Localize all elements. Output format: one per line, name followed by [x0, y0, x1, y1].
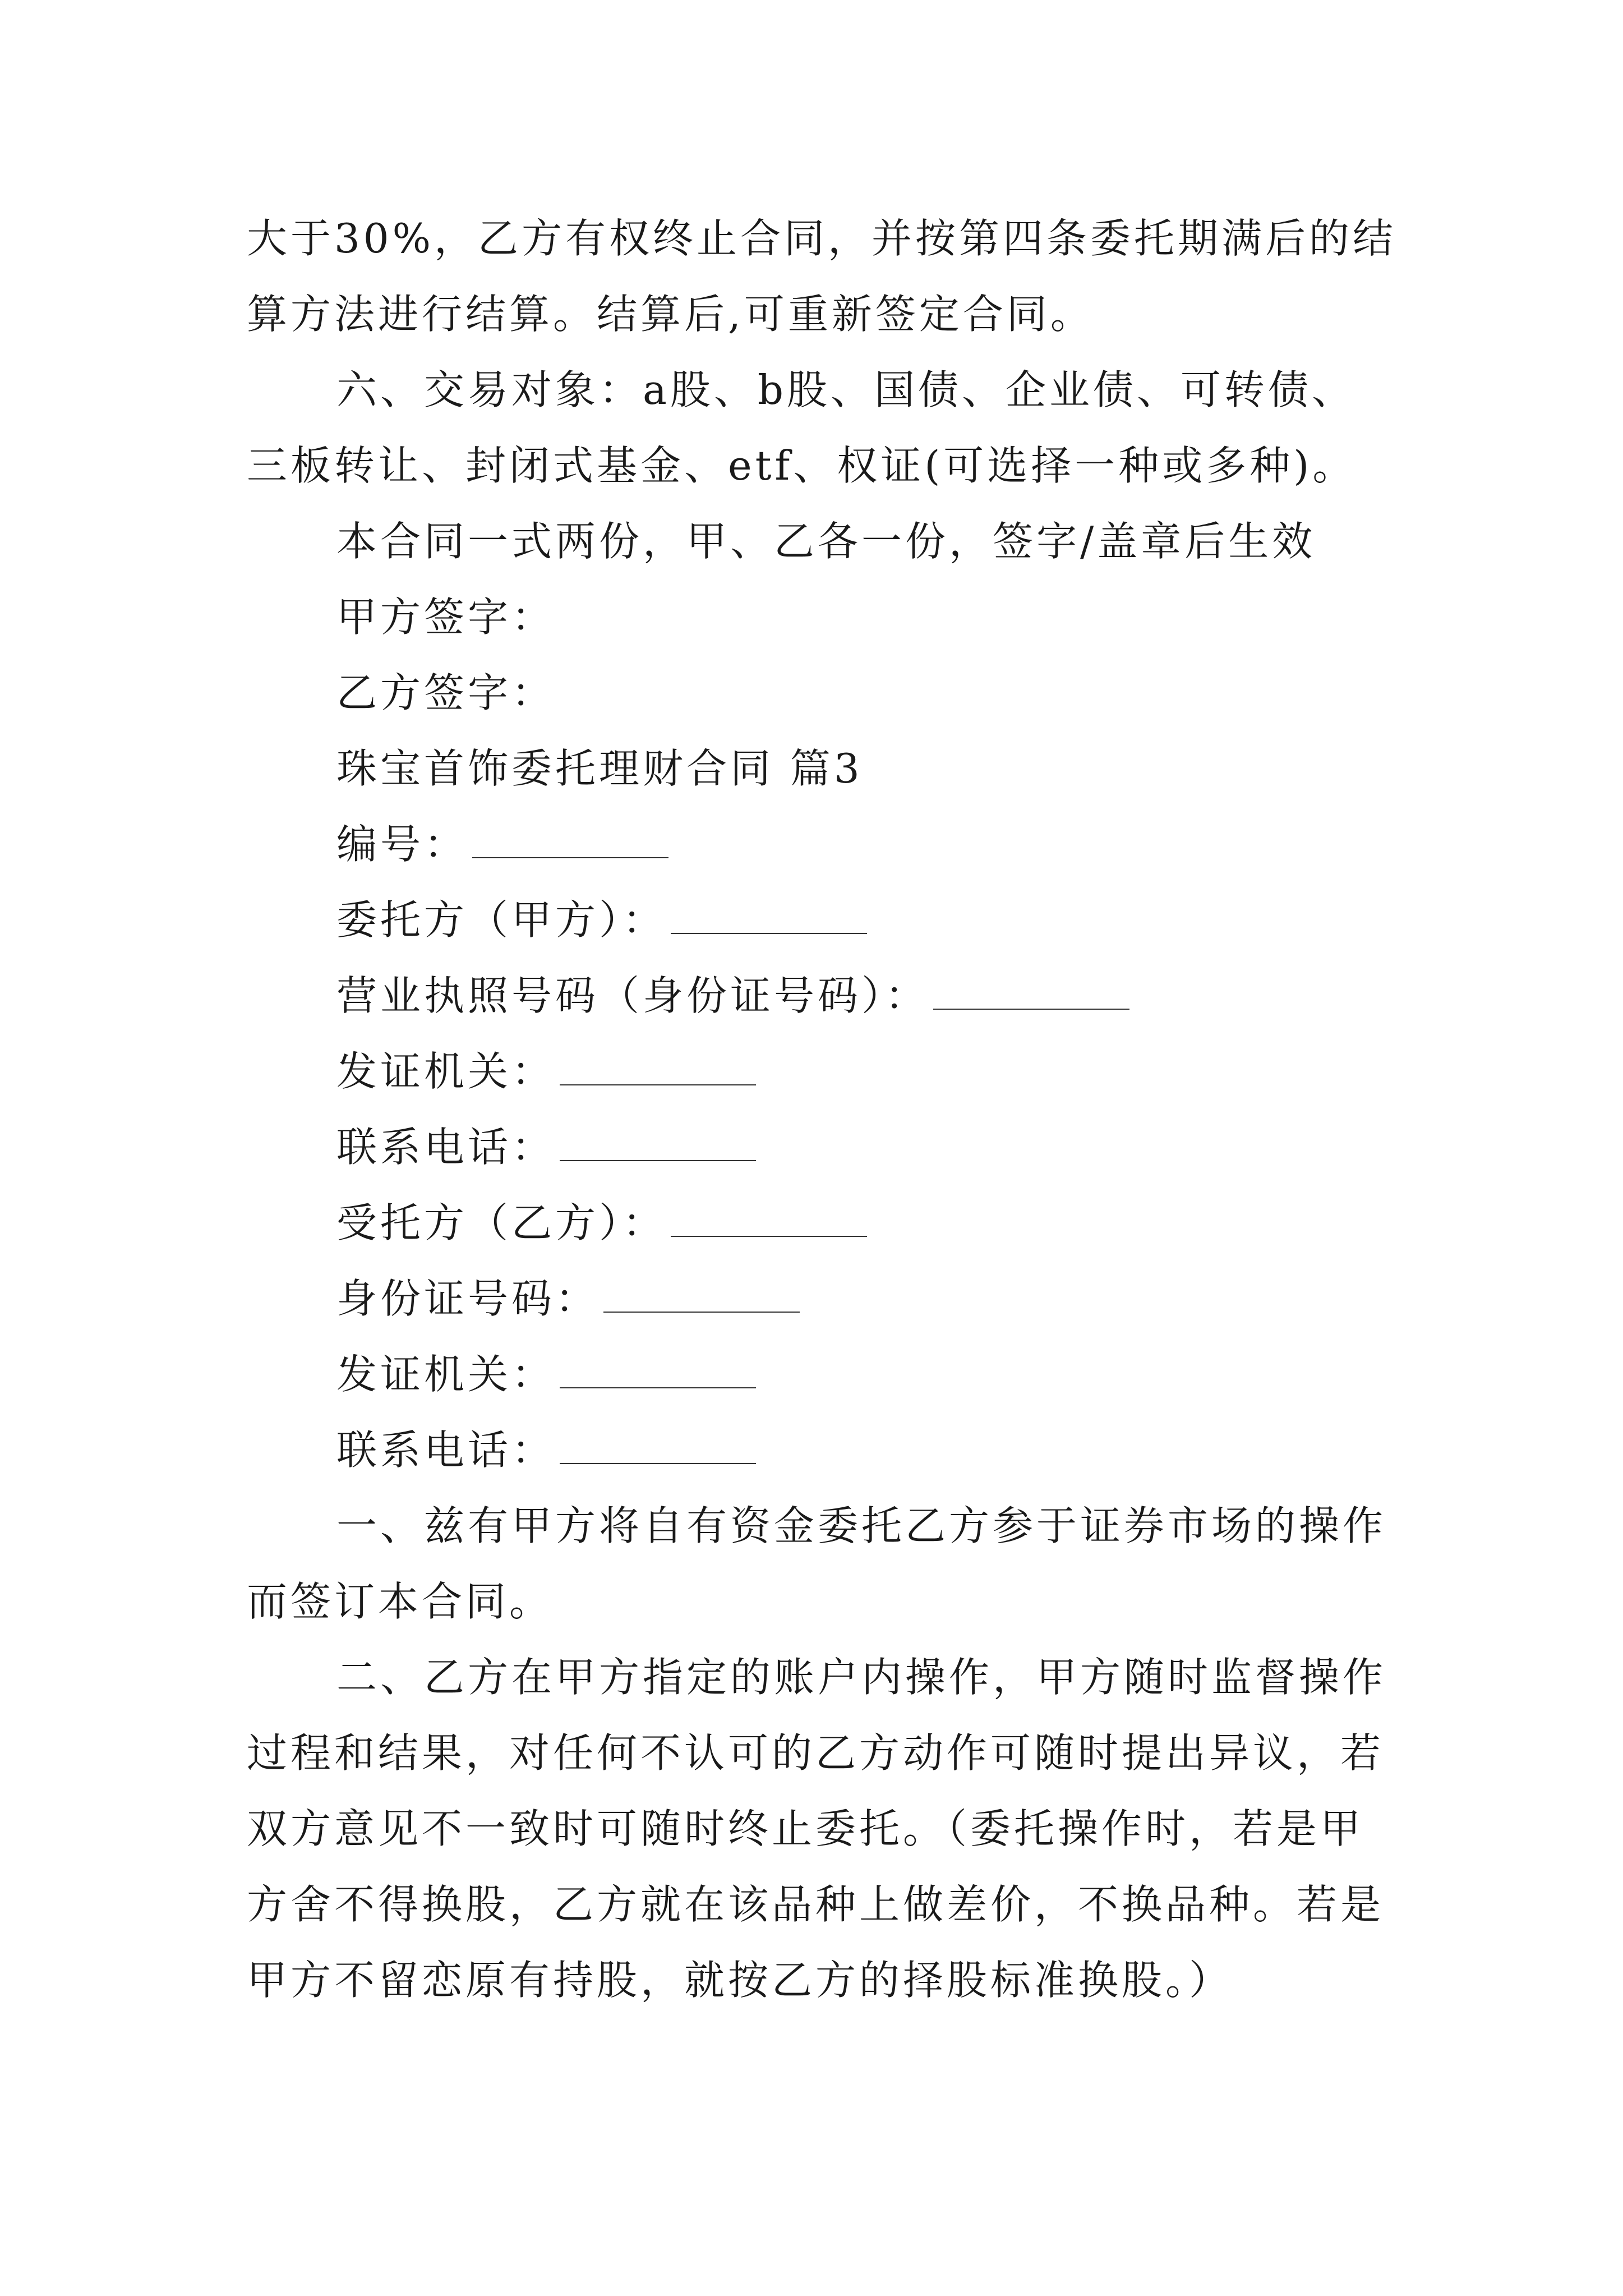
- blank-line: [933, 975, 1129, 1010]
- field-label: 身份证号码：: [336, 1275, 600, 1322]
- field-label: 委托方（甲方）：: [336, 896, 667, 944]
- blank-line: [560, 1354, 756, 1388]
- paragraph-line: 三板转让、封闭式基金、etf、权证(可选择一种或多种)。: [247, 442, 1357, 489]
- party-b-signature-label: 乙方签字：: [336, 669, 556, 716]
- blank-line: [671, 1202, 867, 1237]
- field-row: [336, 1276, 800, 1321]
- blank-line: [472, 823, 668, 858]
- blank-line: [560, 1126, 756, 1161]
- blank-line: [560, 1051, 756, 1085]
- blank-line: [603, 1278, 800, 1313]
- paragraph-line: 本合同一式两份，甲、乙各一份，签字/盖章后生效: [336, 518, 1316, 565]
- field-label: 编号：: [336, 821, 468, 868]
- field-label: 营业执照号码（身份证号码）：: [336, 972, 929, 1019]
- field-label: 联系电话：: [336, 1124, 556, 1171]
- field-row: [336, 1125, 756, 1170]
- field-label: 受托方（乙方）：: [336, 1199, 667, 1246]
- field-row: [336, 1200, 867, 1245]
- paragraph-line: 而签订本合同。: [247, 1578, 554, 1625]
- field-row: [336, 1428, 756, 1473]
- blank-line: [560, 1429, 756, 1464]
- field-row: [336, 1352, 756, 1397]
- field-label: 发证机关：: [336, 1351, 556, 1398]
- field-label: 联系电话：: [336, 1427, 556, 1474]
- paragraph-line: 二、乙方在甲方指定的账户内操作，甲方随时监督操作: [336, 1654, 1387, 1701]
- paragraph-line: 甲方不留恋原有持股，就按乙方的择股标准换股。）: [247, 1957, 1233, 2004]
- paragraph-line: 双方意见不一致时可随时终止委托。（委托操作时，若是甲: [247, 1805, 1364, 1852]
- field-row: [336, 898, 867, 942]
- field-row: [336, 973, 1129, 1018]
- paragraph-line: 一、兹有甲方将自有资金委托乙方参于证券市场的操作: [336, 1502, 1387, 1549]
- field-row: [336, 822, 668, 867]
- field-row: [336, 1049, 756, 1094]
- paragraph-line: 大于30%，乙方有权终止合同，并按第四条委托期满后的结: [247, 215, 1397, 262]
- paragraph-line: 过程和结果，对任何不认可的乙方动作可随时提出异议，若: [247, 1729, 1385, 1777]
- paragraph-line: 算方法进行结算。结算后,可重新签定合同。: [247, 291, 1094, 338]
- blank-line: [671, 899, 867, 934]
- paragraph-line: 六、交易对象：a股、b股、国债、企业债、可转债、: [336, 366, 1356, 413]
- field-label: 发证机关：: [336, 1048, 556, 1095]
- party-a-signature-label: 甲方签字：: [336, 593, 556, 641]
- paragraph-line: 方舍不得换股，乙方就在该品种上做差价，不换品种。若是: [247, 1881, 1385, 1928]
- section-title: 珠宝首饰委托理财合同 篇3: [336, 745, 863, 792]
